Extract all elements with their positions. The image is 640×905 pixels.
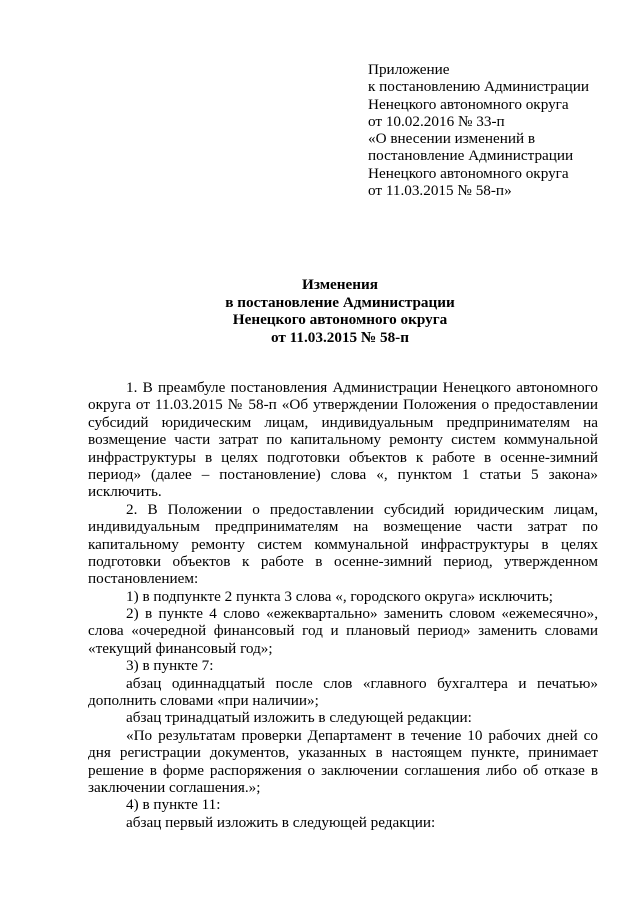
body-line: дня регистрации документов, указанных в настоящем пункте, принимает — [88, 744, 598, 762]
body-line: период» (далее – постановление) слова «, пунктом 1 статьи 5 закона» — [88, 465, 598, 483]
body-line: постановлением: — [88, 570, 199, 588]
body-line: дополнить словами «при наличии»; — [88, 692, 319, 710]
appendix-line: от 11.03.2015 № 58-п» — [368, 182, 512, 200]
title-line: в постановление Администрации — [225, 293, 455, 311]
document-title — [120, 276, 560, 346]
body-line: заключении соглашения.»; — [88, 778, 261, 796]
title-line: Изменения — [302, 276, 378, 293]
body-line: 1) в подпункте 2 пункта 3 слова «, городского округа» исключить; — [126, 587, 553, 605]
body-line: «текущий финансовый год»; — [88, 639, 273, 657]
appendix-line: «О внесении изменений в — [368, 130, 536, 148]
body-line: абзац тринадцатый изложить в следующей редакции: — [126, 709, 472, 727]
body-line: 3) в пункте 7: — [126, 657, 214, 675]
appendix-line: постановление Администрации — [368, 147, 574, 165]
appendix-line: Ненецкого автономного округа — [368, 95, 569, 113]
body-line: абзац одиннадцатый после слов «главного бухгалтера и печатью» — [126, 674, 598, 692]
appendix-header — [368, 61, 630, 199]
document-body — [88, 379, 598, 831]
body-line: абзац первый изложить в следующей редакции: — [126, 813, 436, 831]
body-line: слова «очередной финансовый год и плановый период» заменить словами — [88, 622, 598, 640]
body-line: округа от 11.03.2015 № 58-п «Об утверждении Положения о предоставлении — [88, 396, 598, 414]
body-line: 1. В преамбуле постановления Администрации Ненецкого автономного — [126, 379, 598, 396]
body-line: исключить. — [88, 483, 162, 501]
body-line: 2. В Положении о предоставлении субсидий юридическим лицам, — [126, 500, 598, 518]
appendix-line: от 10.02.2016 № 33-п — [368, 112, 505, 130]
appendix-line: Ненецкого автономного округа — [368, 164, 569, 182]
title-line: от 11.03.2015 № 58-п — [270, 328, 409, 346]
appendix-line: Приложение — [368, 61, 450, 78]
body-line: подготовки объектов к работе в осенне-зимний период, утвержденном — [88, 552, 598, 570]
body-line: возмещение части затрат по капитальному ремонту систем коммунальной — [88, 431, 598, 449]
body-line: индивидуальным предпринимателям на возмещение части затрат по — [88, 518, 598, 536]
appendix-line: к постановлению Администрации — [368, 78, 589, 96]
title-line: Ненецкого автономного округа — [232, 311, 448, 328]
body-line: 4) в пункте 11: — [126, 796, 221, 814]
body-line: «По результатам проверки Департамент в течение 10 рабочих дней со — [126, 726, 598, 744]
body-line: капитальному ремонту систем коммунальной инфраструктуры в целях — [88, 535, 598, 553]
body-line: 2) в пункте 4 слово «ежеквартально» заменить словом «ежемесячно», — [126, 605, 598, 623]
body-line: субсидий юридическим лицам, индивидуальным предпринимателям на — [88, 413, 598, 431]
body-line: решение в форме распоряжения о заключении соглашения либо об отказе в — [88, 761, 598, 779]
body-line: инфраструктуры в целях подготовки объектов к работе в осенне-зимний — [88, 448, 598, 466]
